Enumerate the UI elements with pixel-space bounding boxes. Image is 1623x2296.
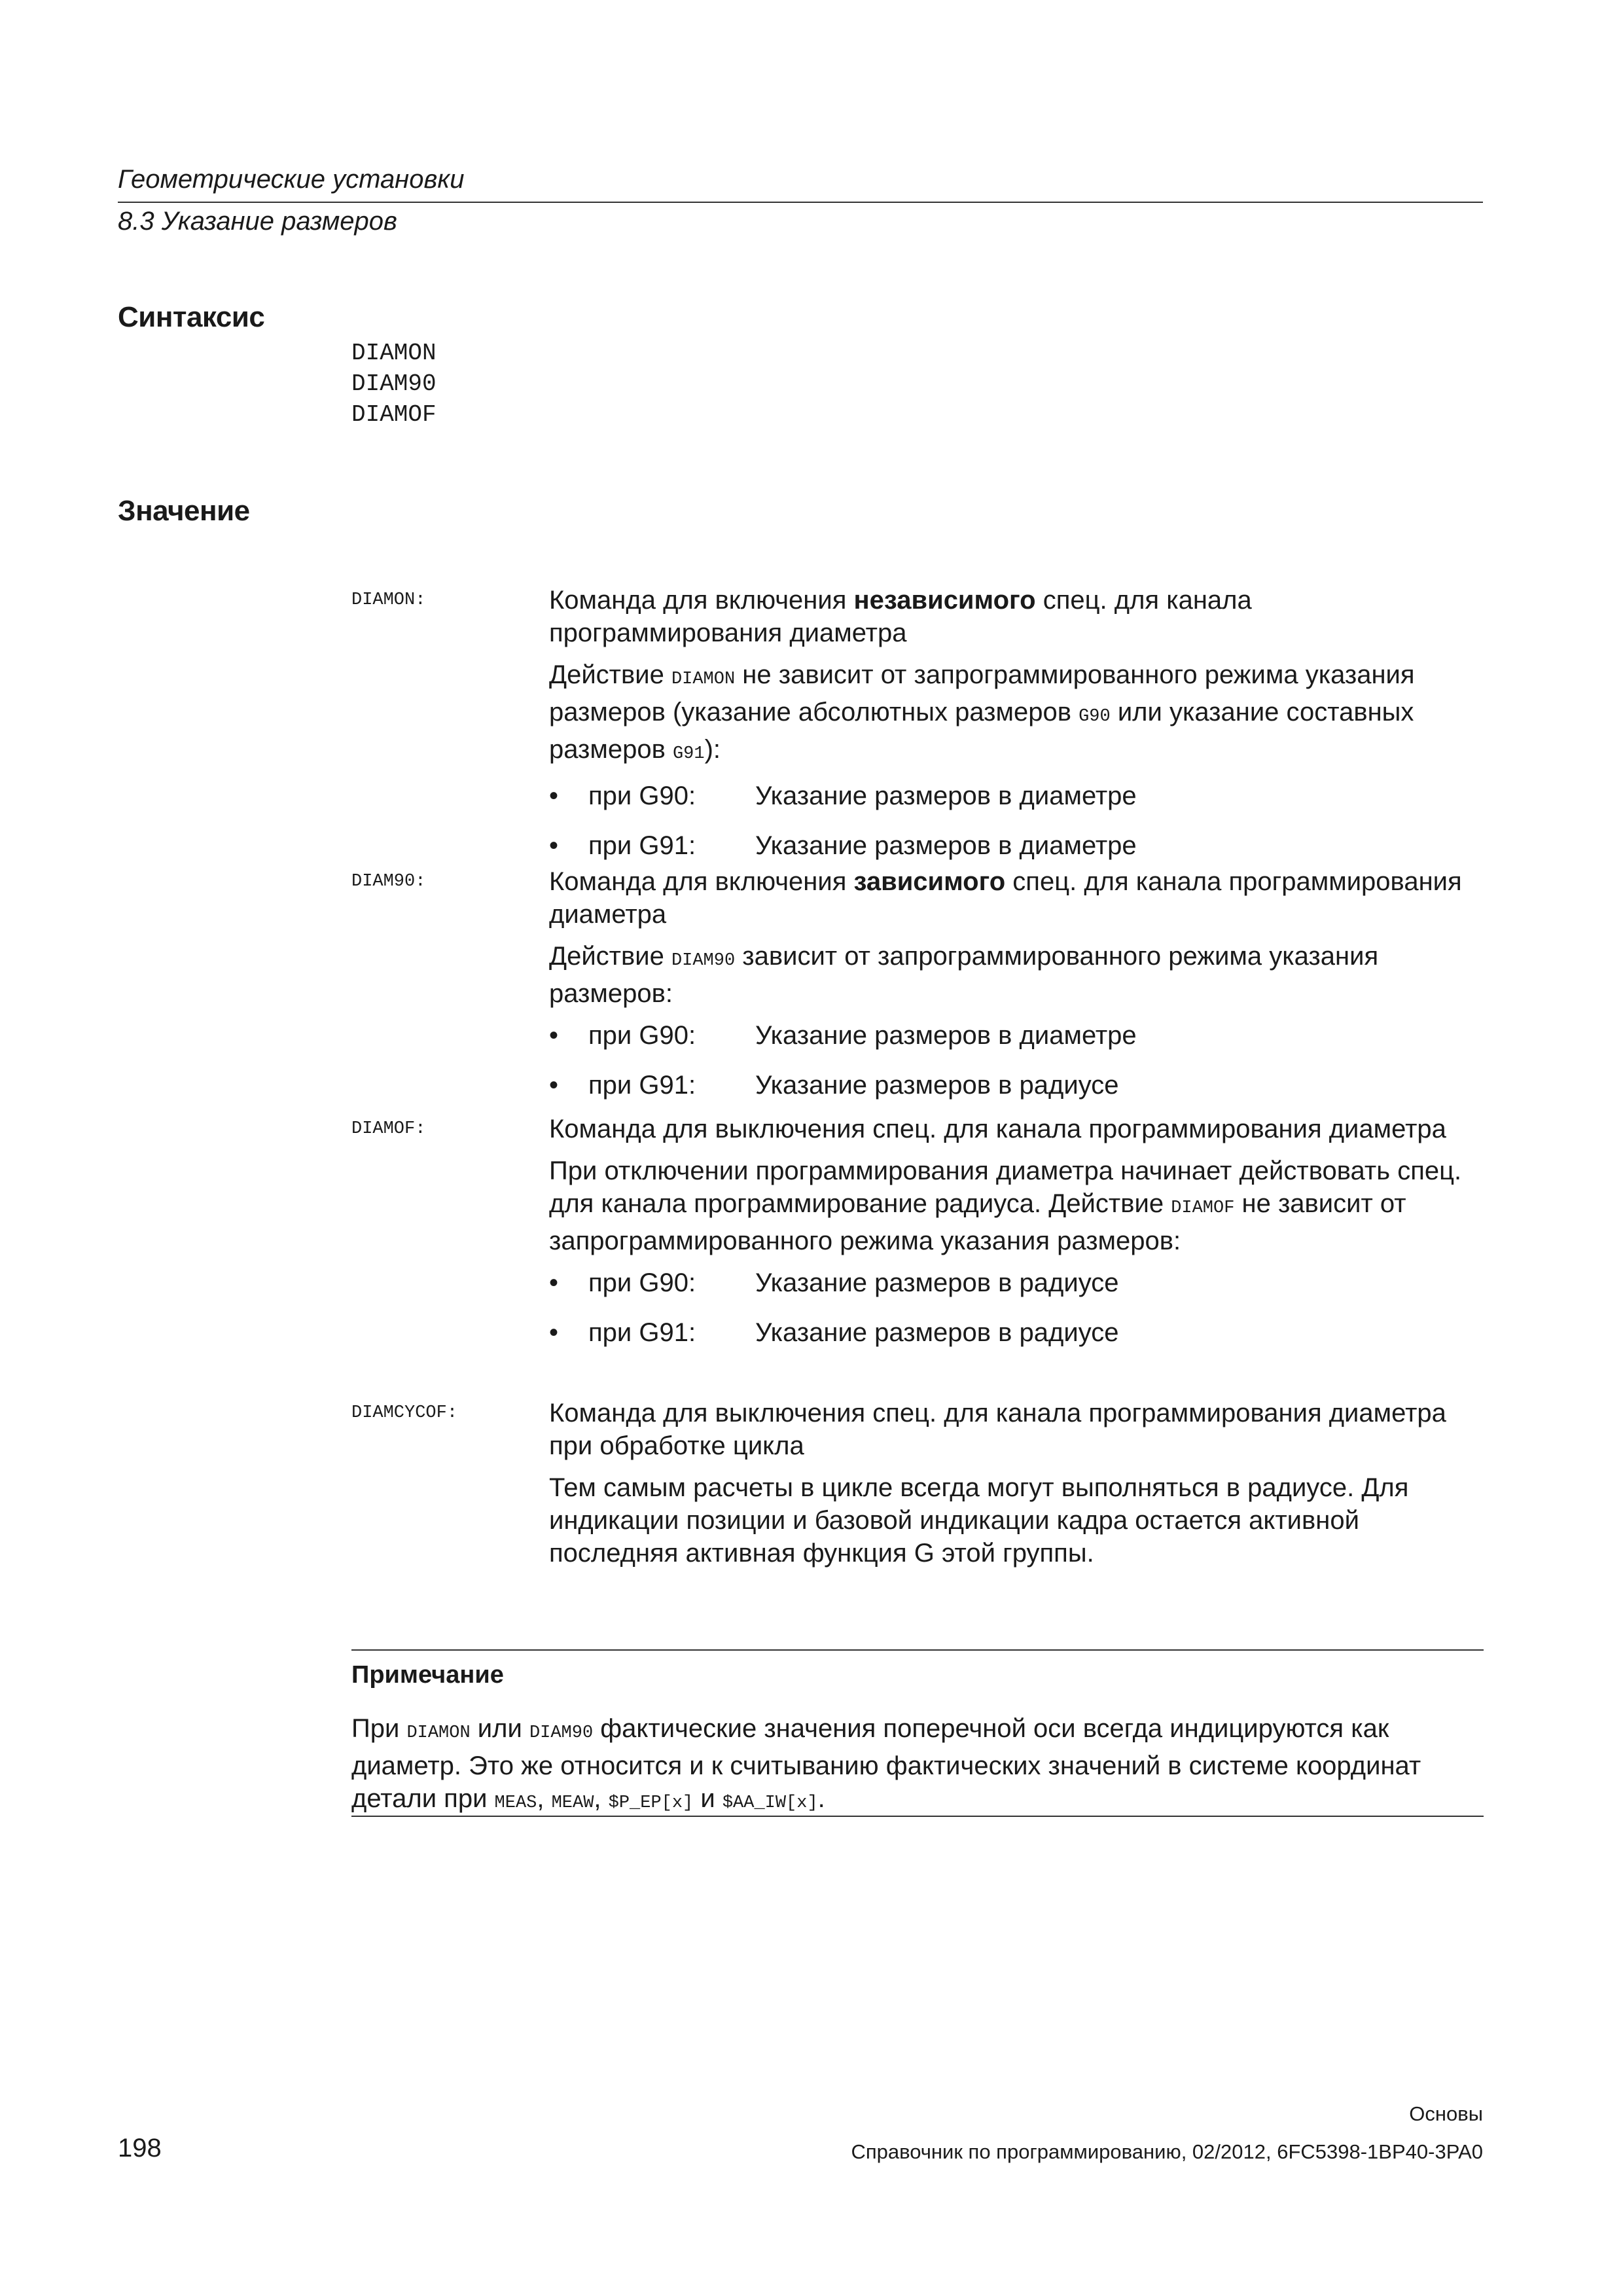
text-run: При xyxy=(351,1714,407,1743)
definition-term: DIAM90: xyxy=(351,872,426,891)
footer-book-title: Основы xyxy=(1409,2102,1483,2125)
syntax-line: DIAMOF xyxy=(351,401,437,428)
text-run: зависит от запрограммированного режима указания размеров: xyxy=(549,942,1379,1008)
note-text xyxy=(351,1712,1484,1820)
text-run: Команда для включения xyxy=(549,867,854,896)
text-run: Команда для включения xyxy=(549,586,854,615)
inline-code: G90 xyxy=(1079,707,1111,726)
bullet-icon: • xyxy=(549,1318,559,1347)
description-paragraph: Тем самым расчеты в цикле всегда могут выполняться в радиусе. Для индикации позиции и базовой индикации кадра остается активной последняя активная функция G этой группы. xyxy=(549,1473,1409,1568)
text-run: не зависит от запрограммированного режима указания размеров: xyxy=(549,1189,1406,1255)
definition-description xyxy=(549,1113,1478,1366)
text-run: спец. для канала программирования диаметра xyxy=(549,586,1252,647)
inline-code: $AA_IW[x] xyxy=(722,1793,818,1813)
bullet-text: Указание размеров в диаметре xyxy=(755,831,1137,860)
bullet-text: Указание размеров в радиусе xyxy=(755,1268,1119,1297)
bullet-label: при G91: xyxy=(588,1318,696,1347)
text-run: не зависит от запрограммированного режима указания размеров (указание абсолютных размеров xyxy=(549,660,1415,726)
text-run: . xyxy=(817,1784,825,1813)
header-divider xyxy=(118,202,1483,203)
bullet-text: Указание размеров в радиусе xyxy=(755,1318,1119,1347)
bullet-list xyxy=(549,780,1478,862)
text-run: или указание составных размеров xyxy=(549,698,1414,764)
description-paragraph: Команда для выключения спец. для канала программирования диаметра при обработке цикла xyxy=(549,1399,1446,1460)
bullet-text: Указание размеров в диаметре xyxy=(755,1021,1137,1050)
inline-code: DIAM90 xyxy=(529,1723,594,1743)
bullet-list xyxy=(549,1266,1478,1349)
inline-code: $P_EP[x] xyxy=(608,1793,694,1813)
inline-code: DIAMON xyxy=(406,1723,471,1743)
list-item xyxy=(549,1069,1478,1102)
bullet-label: при G90: xyxy=(588,781,696,810)
bullet-icon: • xyxy=(549,1071,559,1100)
syntax-line: DIAM90 xyxy=(351,370,437,397)
syntax-line: DIAMON xyxy=(351,340,437,367)
description-paragraph: Команда для выключения спец. для канала программирования диаметра xyxy=(549,1115,1446,1143)
definition-term: DIAMON: xyxy=(351,590,426,610)
note-bottom-divider xyxy=(351,1816,1484,1817)
description-paragraph xyxy=(549,658,1478,770)
description-paragraph xyxy=(549,865,1478,931)
meaning-heading: Значение xyxy=(118,495,250,527)
text-run: ): xyxy=(704,735,721,764)
text-run: и xyxy=(693,1784,722,1813)
description-paragraph xyxy=(549,584,1478,649)
inline-code: DIAM90 xyxy=(671,951,736,971)
list-item xyxy=(549,829,1478,862)
inline-code: MEAS xyxy=(494,1793,537,1813)
definition-description xyxy=(549,584,1478,879)
text-run: фактические значения поперечной оси всегда индицируются как диаметр. Это же относится и к считыванию фактических значений в системе координат детали при xyxy=(351,1714,1421,1813)
definition-term: DIAMCYCOF: xyxy=(351,1403,458,1423)
bullet-label: при G91: xyxy=(588,1071,696,1100)
bullet-label: при G91: xyxy=(588,831,696,860)
emphasis: независимого xyxy=(853,586,1036,615)
bullet-icon: • xyxy=(549,831,559,860)
inline-code: MEAW xyxy=(551,1793,594,1813)
description-paragraph xyxy=(549,940,1478,1010)
bullet-icon: • xyxy=(549,781,559,810)
running-header-chapter: Геометрические установки xyxy=(118,165,465,194)
text-run: , xyxy=(594,1784,609,1813)
list-item xyxy=(549,780,1478,812)
syntax-heading: Синтаксис xyxy=(118,301,265,333)
bullet-label: при G90: xyxy=(588,1268,696,1297)
bullet-text: Указание размеров в радиусе xyxy=(755,1071,1119,1100)
text-run: или xyxy=(470,1714,529,1743)
emphasis: зависимого xyxy=(853,867,1006,896)
definition-description xyxy=(549,865,1478,1119)
text-run: спец. для канала программирования диаметра xyxy=(549,867,1462,929)
definition-term: DIAMOF: xyxy=(351,1119,426,1139)
inline-code: DIAMOF xyxy=(1171,1198,1235,1218)
text-run: Действие xyxy=(549,660,671,689)
syntax-block xyxy=(351,338,437,430)
list-item xyxy=(549,1316,1478,1349)
page-number: 198 xyxy=(118,2134,162,2162)
running-header-section: 8.3 Указание размеров xyxy=(118,207,397,236)
definition-description xyxy=(549,1397,1478,1579)
bullet-list xyxy=(549,1019,1478,1102)
bullet-icon: • xyxy=(549,1021,559,1050)
description-paragraph xyxy=(549,1155,1478,1257)
bullet-icon: • xyxy=(549,1268,559,1297)
text-run: , xyxy=(537,1784,552,1813)
inline-code: G91 xyxy=(672,744,705,764)
list-item xyxy=(549,1019,1478,1052)
bullet-label: при G90: xyxy=(588,1021,696,1050)
text-run: При отключении программирования диаметра начинает действовать спец. для канала программирование радиуса. Действие xyxy=(549,1157,1462,1218)
text-run: Действие xyxy=(549,942,671,971)
note-top-divider xyxy=(351,1649,1484,1651)
bullet-text: Указание размеров в диаметре xyxy=(755,781,1137,810)
list-item xyxy=(549,1266,1478,1299)
inline-code: DIAMON xyxy=(671,670,736,689)
note-title: Примечание xyxy=(351,1661,504,1689)
footer-doc-info: Справочник по программированию, 02/2012, 6FC5398-1BP40-3PA0 xyxy=(851,2140,1483,2163)
